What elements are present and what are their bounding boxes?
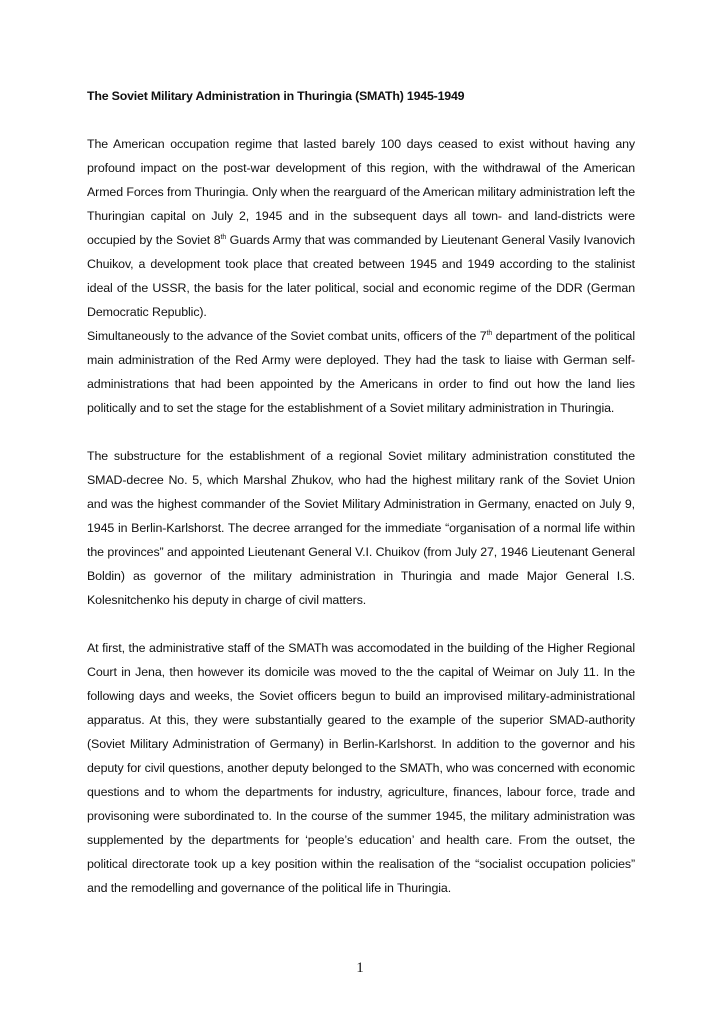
paragraph-text: Simultaneously to the advance of the Soviet combat units, officers of the 7 <box>87 329 487 343</box>
paragraph-smad-decree: The substructure for the establishment of a regional Soviet military administration constituted the SMAD-decree No. 5, which Marshal Zhukov, who had the highest military rank of the Soviet Union and was the highest commander of the Soviet Military Administration in Germany, enacted on July 9, 1945 in Berlin-Karlshorst. The decree arranged for the immediate “organisation of a normal life within the provinces” and appointed Lieutenant General V.I. Chuikov (from July 27, 1946 Lieutenant General Boldin) as governor of the military administration in Thuringia and made Major General I.S. Kolesnitchenko his deputy in charge of civil matters. <box>87 449 635 607</box>
document-body <box>87 84 635 900</box>
paragraph-text: Guards Army that was commanded by Lieutenant General Vasily Ivanovich Chuikov, a development took place that created between 1945 and 1949 according to the stalinist ideal of the USSR, the basis for the later political, social and economic regime of the DDR (German Democratic Republic). <box>87 233 635 319</box>
paragraph-text: The American occupation regime that lasted barely 100 days ceased to exist without having any profound impact on the post-war development of this region, with the withdrawal of the American Armed Forces from Thuringia. Only when the rearguard of the American military administration left the Thuringian capital on July 2, 1945 and in the subsequent days all town- and land-districts were occupied by the Soviet 8 <box>87 137 635 247</box>
paragraph-soviet-advance <box>87 324 635 420</box>
document-title: The Soviet Military Administration in Thuringia (SMATh) 1945-1949 <box>87 89 465 103</box>
ordinal-suffix: th <box>220 233 227 241</box>
paragraph-administrative-staff: At first, the administrative staff of the SMATh was accomodated in the building of the Higher Regional Court in Jena, then however its domicile was moved to the the capital of Weimar on July 11. In the following days and weeks, the Soviet officers begun to build an improvised military-administrational apparatus. At this, they were substantially geared to the example of the superior SMAD-authority (Soviet Military Administration of Germany) in Berlin-Karlshorst. In addition to the governor and his deputy for civil questions, another deputy belonged to the SMATh, who was concerned with economic questions and to whom the departments for industry, agriculture, finances, labour force, trade and provisoning were subordinated to. In the course of the summer 1945, the military administration was supplemented by the departments for ‘people’s education’ and health care. From the outset, the political directorate took up a key position within the realisation of the “socialist occupation policies” and the remodelling and governance of the political life in Thuringia. <box>87 641 635 895</box>
page-number: 1 <box>356 960 364 976</box>
ordinal-suffix: th <box>486 329 493 337</box>
paragraph-text: department of the political main administration of the Red Army were deployed. They had the task to liaise with German self-administrations that had been appointed by the Americans in order to find out how the land lies politically and to set the stage for the establishment of a Soviet military administration in Thuringia. <box>87 329 635 415</box>
paragraph-american-occupation <box>87 132 635 324</box>
